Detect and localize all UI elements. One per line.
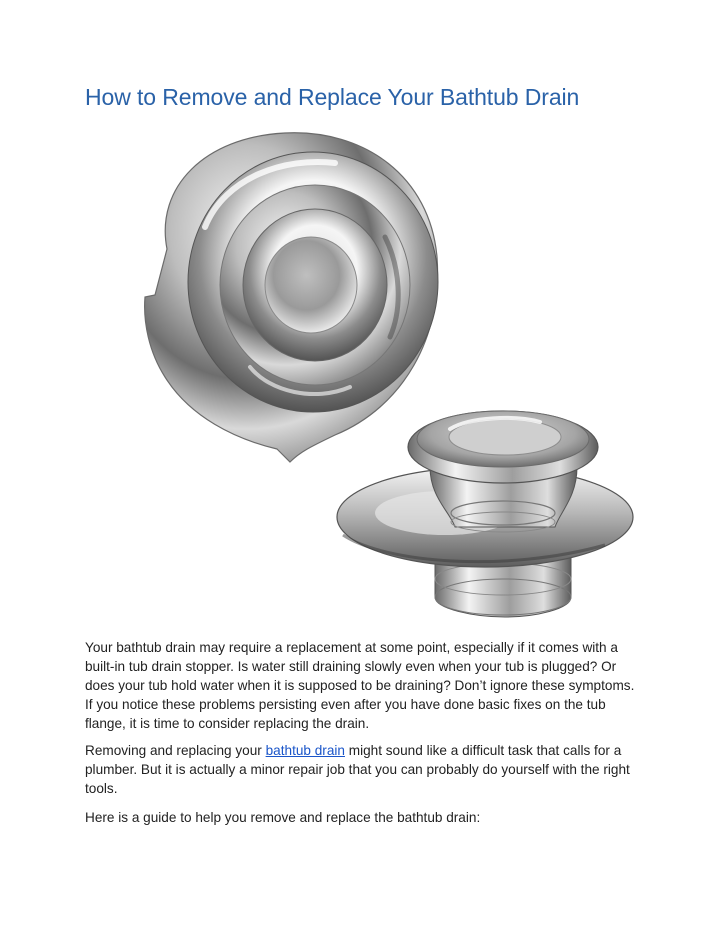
guide-intro-paragraph: Here is a guide to help you remove and replace the bathtub drain: (85, 810, 481, 825)
replacement-paragraph (85, 741, 640, 798)
paragraph-text-before-link: Removing and replacing your (85, 743, 266, 758)
chrome-bathtub-drain-icon (85, 117, 643, 625)
bathtub-drain-link[interactable]: bathtub drain (265, 743, 345, 758)
paragraph-text-after-link: might sound like a difficult task that calls for a plumber. But it is actually a minor repair job that you can probably do yourself with the right tools. (85, 743, 630, 796)
intro-paragraph: Your bathtub drain may require a replacement at some point, especially if it comes with a built-in tub drain stopper. Is water still draining slowly even when your tub is plugged? Or does your tub hold water when it is supposed to be draining? Don’t ignore these symptoms. If you notice these problems persisting even after you have done basic fixes on the tub flange, it is time to consider replacing the drain. (85, 640, 635, 731)
article-title: How to Remove and Replace Your Bathtub Drain (85, 84, 580, 110)
hero-image (85, 117, 643, 625)
